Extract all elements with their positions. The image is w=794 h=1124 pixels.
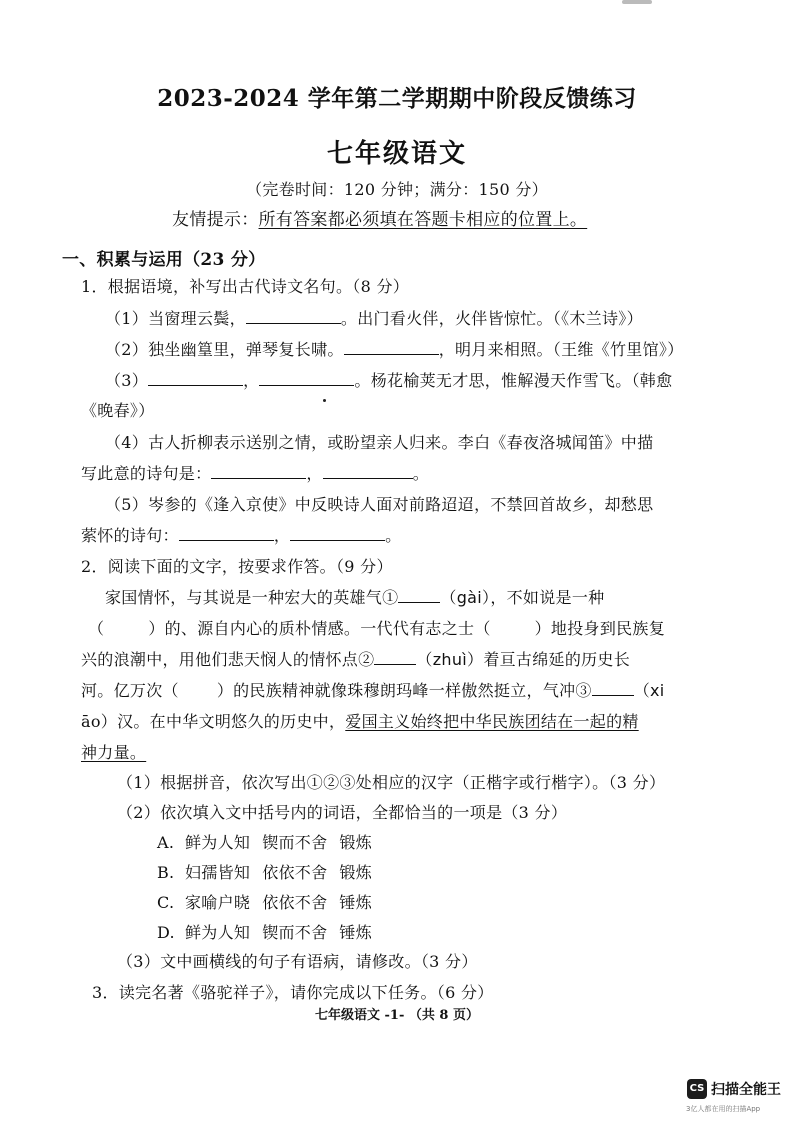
answer-blank[interactable]	[259, 369, 354, 386]
q2-sub3: （3）文中画横线的句子有语病，请修改。（3 分）	[117, 952, 478, 971]
option-a[interactable]: A. 鲜为人知 锲而不舍 锻炼	[157, 833, 373, 852]
answer-blank[interactable]	[148, 369, 243, 386]
q1-item1: （1）当窗理云鬓， 。出门看火伴，火伴皆惊忙。（《木兰诗》）	[105, 309, 643, 328]
passage-line-2: （ ）的、源自内心的质朴情感。一代代有志之士（ ）地投身到民族复	[88, 619, 666, 638]
q1-item4-line1: （4）古人折柳表示送别之情，或盼望亲人归来。李白《春夜洛城闻笛》中描	[105, 433, 654, 452]
q1-item5-line1: （5）岑参的《逢入京使》中反映诗人面对前路迢迢，不禁回首故乡，却愁思	[105, 495, 654, 514]
q3-stem: 3．读完名著《骆驼祥子》，请你完成以下任务。（6 分）	[92, 983, 494, 1002]
q1-item3-line2: 《晚春》）	[81, 401, 155, 420]
answer-blank[interactable]	[323, 462, 413, 479]
camscanner-logo-icon: CS	[687, 1079, 707, 1099]
watermark-tagline: 3亿人都在用的扫描App	[686, 1105, 761, 1113]
passage-line-6: 神力量。	[81, 743, 147, 762]
q1-item5-line2: 萦怀的诗句： ， 。	[81, 526, 402, 545]
answer-blank[interactable]	[344, 338, 439, 355]
answer-blank[interactable]	[179, 524, 274, 541]
watermark-app-name: 扫描全能王	[711, 1082, 781, 1098]
answer-blank[interactable]	[246, 307, 341, 324]
option-c[interactable]: C. 家喻户晓 依依不舍 锤炼	[157, 893, 373, 912]
scan-edge-mark	[622, 0, 652, 4]
q2-sub2: （2）依次填入文中括号内的词语，全都恰当的一项是（3 分）	[117, 803, 568, 822]
tip-label: 友情提示：	[172, 210, 259, 230]
section-heading: 一、积累与运用（23 分）	[62, 250, 266, 270]
passage-line-3: 兴的浪潮中，用他们悲天悯人的情怀点② （zhuì）着亘古绵延的历史长	[81, 650, 631, 669]
answer-blank[interactable]	[592, 679, 634, 696]
tip-line	[172, 205, 587, 230]
exam-title: 2023-2024 学年第二学期期中阶段反馈练习	[157, 85, 637, 112]
q1-item4-line2: 写此意的诗句是： ， 。	[81, 464, 430, 483]
subject-title: 七年级语文	[326, 139, 467, 169]
tip-text: 所有答案都必须填在答题卡相应的位置上。	[258, 210, 588, 230]
speck-mark	[323, 399, 326, 402]
passage-line-4: 河。亿万次（ ）的民族精神就像珠穆朗玛峰一样傲然挺立，气冲③ （xi	[81, 681, 665, 700]
answer-blank[interactable]	[374, 648, 416, 665]
exam-info: （完卷时间：120 分钟；满分：150 分）	[246, 180, 548, 199]
q2-stem: 2．阅读下面的文字，按要求作答。（9 分）	[81, 557, 393, 576]
q1-item3: （3） ， 。杨花榆荚无才思，惟解漫天作雪飞。（韩愈	[105, 371, 673, 390]
q1-item2: （2）独坐幽篁里，弹琴复长啸。 ，明月来相照。（王维《竹里馆》）	[105, 340, 684, 359]
q1-stem: 1．根据语境，补写出古代诗文名句。（8 分）	[81, 277, 410, 296]
page-footer: 七年级语文 -1- （共 8 页）	[315, 1008, 479, 1023]
passage-line-1: 家国情怀，与其说是一种宏大的英雄气① （gài），不如说是一种	[105, 588, 605, 607]
underlined-sentence: 爱国主义始终把中华民族团结在一起的精	[345, 712, 639, 731]
option-b[interactable]: B. 妇孺皆知 依依不舍 锻炼	[157, 863, 373, 882]
passage-line-5: āo）汉。在中华文明悠久的历史中，爱国主义始终把中华民族团结在一起的精	[81, 712, 639, 731]
answer-blank[interactable]	[211, 462, 306, 479]
option-d[interactable]: D. 鲜为人知 锲而不舍 锤炼	[157, 923, 373, 942]
answer-blank[interactable]	[290, 524, 385, 541]
answer-blank[interactable]	[398, 586, 440, 603]
q2-sub1: （1）根据拼音，依次写出①②③处相应的汉字（正楷字或行楷字）。（3 分）	[117, 773, 666, 792]
